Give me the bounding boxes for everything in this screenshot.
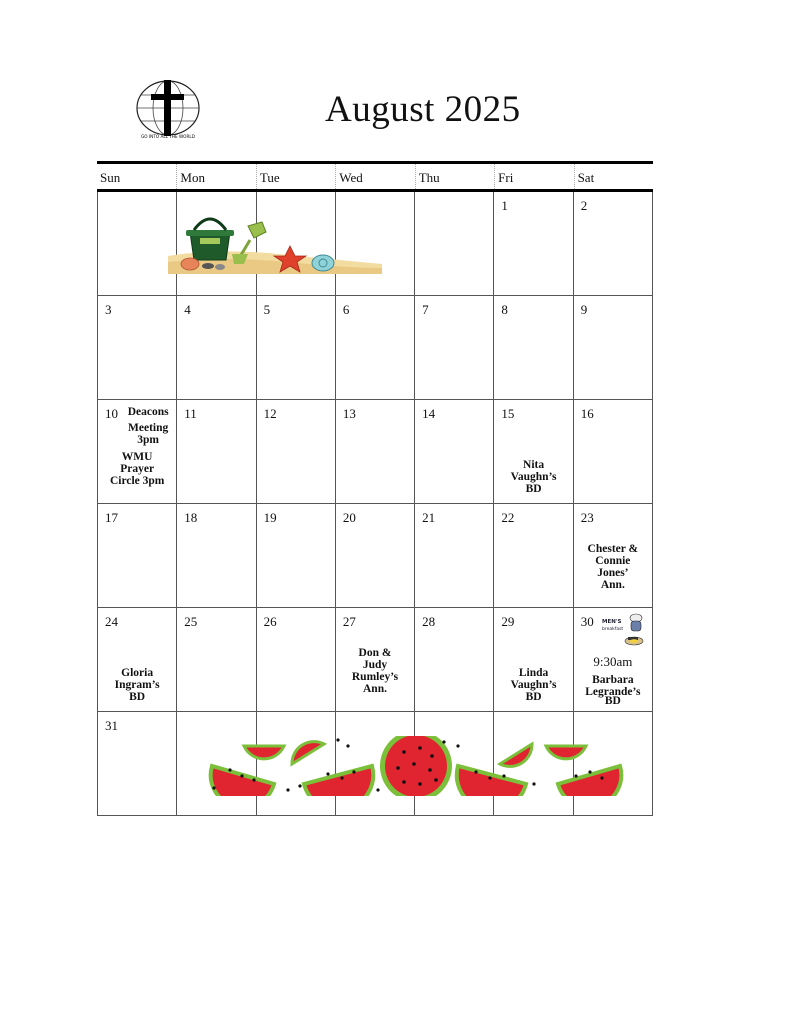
day-cell-13	[336, 400, 415, 504]
day-cell-8	[494, 296, 573, 400]
day-number: 21	[422, 510, 436, 525]
event-line: Circle 3pm	[109, 475, 165, 487]
event-line: Chester &	[587, 543, 639, 555]
day-number: 1	[501, 198, 508, 213]
day-cell-16	[574, 400, 653, 504]
day-cell-18	[177, 504, 256, 608]
day-cell-31	[98, 712, 177, 816]
day-number: 13	[342, 406, 356, 421]
day-cell-2	[574, 192, 653, 296]
day-number: 19	[263, 510, 277, 525]
event-barbara-birthday	[574, 674, 652, 707]
day-number: 25	[184, 614, 198, 629]
event-line: Barbara	[592, 674, 634, 686]
weekday-thu: Thu	[415, 164, 494, 189]
weekday-mon: Mon	[176, 164, 255, 189]
event-line: BD	[525, 691, 542, 703]
event-line: Vaughn’s	[510, 679, 557, 691]
event-line: Prayer	[120, 463, 155, 475]
day-cell-24	[98, 608, 177, 712]
day-cell-6	[336, 296, 415, 400]
calendar-days	[97, 192, 653, 816]
day-cell-1	[494, 192, 573, 296]
event-jones-anniversary	[574, 543, 652, 591]
day-cell-27	[336, 608, 415, 712]
day-cell-9	[574, 296, 653, 400]
day-number: 22	[501, 510, 515, 525]
day-cell-30	[574, 608, 653, 712]
day-number: 20	[342, 510, 356, 525]
event-linda-birthday	[494, 667, 572, 703]
event-line: Ann.	[600, 579, 625, 591]
day-cell-14	[415, 400, 494, 504]
day-cell-25	[177, 608, 256, 712]
day-cell-29	[494, 608, 573, 712]
svg-text:GO INTO ALL THE WORLD: GO INTO ALL THE WORLD	[141, 134, 195, 139]
event-line: Connie	[595, 555, 631, 567]
day-number: 30	[580, 614, 594, 629]
event-wmu-prayer	[98, 451, 176, 487]
day-number: 15	[501, 406, 515, 421]
event-gloria-birthday	[98, 667, 176, 703]
day-cell-empty	[415, 192, 494, 296]
day-number: 4	[184, 302, 191, 317]
event-deacons-meeting	[120, 406, 176, 446]
event-line: Ingram’s	[114, 679, 160, 691]
day-number: 7	[422, 302, 429, 317]
day-number: 24	[105, 614, 118, 629]
day-cell-17	[98, 504, 177, 608]
event-line: Deacons	[127, 406, 169, 418]
day-number: 10	[105, 406, 118, 421]
day-cell-empty	[98, 192, 177, 296]
day-number: 17	[105, 510, 118, 525]
day-cell-15	[494, 400, 573, 504]
day-number: 5	[263, 302, 271, 317]
day-cell-10	[98, 400, 177, 504]
day-cell-21	[415, 504, 494, 608]
event-line: WMU	[121, 451, 153, 463]
event-line: Meeting	[128, 422, 169, 434]
weekday-sat: Sat	[574, 164, 653, 189]
day-cell-3	[98, 296, 177, 400]
event-rumley-anniversary	[336, 647, 414, 695]
weekday-header	[97, 161, 653, 192]
day-number: 28	[422, 614, 436, 629]
event-line: Jones’	[597, 567, 629, 579]
day-number: 26	[263, 614, 277, 629]
cross-globe-logo	[133, 78, 203, 140]
event-line: 3pm	[137, 434, 159, 446]
day-cell-20	[336, 504, 415, 608]
day-number: 9	[580, 302, 588, 317]
day-cell-22	[494, 504, 573, 608]
event-line: Gloria	[121, 667, 154, 679]
day-number: 14	[422, 406, 436, 421]
weekday-tue: Tue	[256, 164, 335, 189]
day-number: 27	[342, 614, 356, 629]
day-cell-12	[257, 400, 336, 504]
day-number: 6	[342, 302, 350, 317]
beach-pail-clipart	[168, 210, 382, 276]
mens-clip-label: MEN'S	[601, 619, 622, 625]
day-number: 3	[105, 302, 112, 317]
page-title: August 2025	[325, 89, 521, 130]
event-line: Nita	[523, 459, 545, 471]
mens-clip-label: breakfast	[601, 627, 623, 632]
event-line: BD	[525, 483, 542, 495]
day-number: 23	[580, 510, 594, 525]
day-cell-23	[574, 504, 653, 608]
day-cell-11	[177, 400, 256, 504]
day-number: 31	[105, 718, 118, 733]
day-cell-19	[257, 504, 336, 608]
day-number: 2	[580, 198, 588, 213]
event-line: Don &	[358, 647, 392, 659]
event-line: Linda	[518, 667, 549, 679]
day-cell-5	[257, 296, 336, 400]
event-line: Judy	[362, 659, 388, 671]
day-cell-28	[415, 608, 494, 712]
event-line: Legrande’s	[585, 686, 641, 698]
day-number: 11	[184, 406, 197, 421]
event-line: BD	[604, 695, 621, 707]
day-number: 29	[501, 614, 515, 629]
event-line: Vaughn’s	[510, 471, 557, 483]
watermelon-border-clipart	[208, 736, 628, 796]
event-line: Rumley’s	[351, 671, 399, 683]
day-number: 12	[263, 406, 277, 421]
mens-breakfast-clipart	[600, 611, 646, 651]
day-number: 18	[184, 510, 198, 525]
event-line: BD	[129, 691, 146, 703]
event-nita-birthday	[494, 459, 572, 495]
weekday-wed: Wed	[335, 164, 414, 189]
event-line: Ann.	[363, 683, 387, 695]
weekday-fri: Fri	[494, 164, 573, 189]
event-mens-breakfast-time: 9:30am	[593, 654, 633, 669]
day-cell-4	[177, 296, 256, 400]
day-number: 8	[501, 302, 508, 317]
weekday-sun: Sun	[100, 170, 121, 185]
day-cell-26	[257, 608, 336, 712]
day-number: 16	[580, 406, 594, 421]
day-cell-7	[415, 296, 494, 400]
